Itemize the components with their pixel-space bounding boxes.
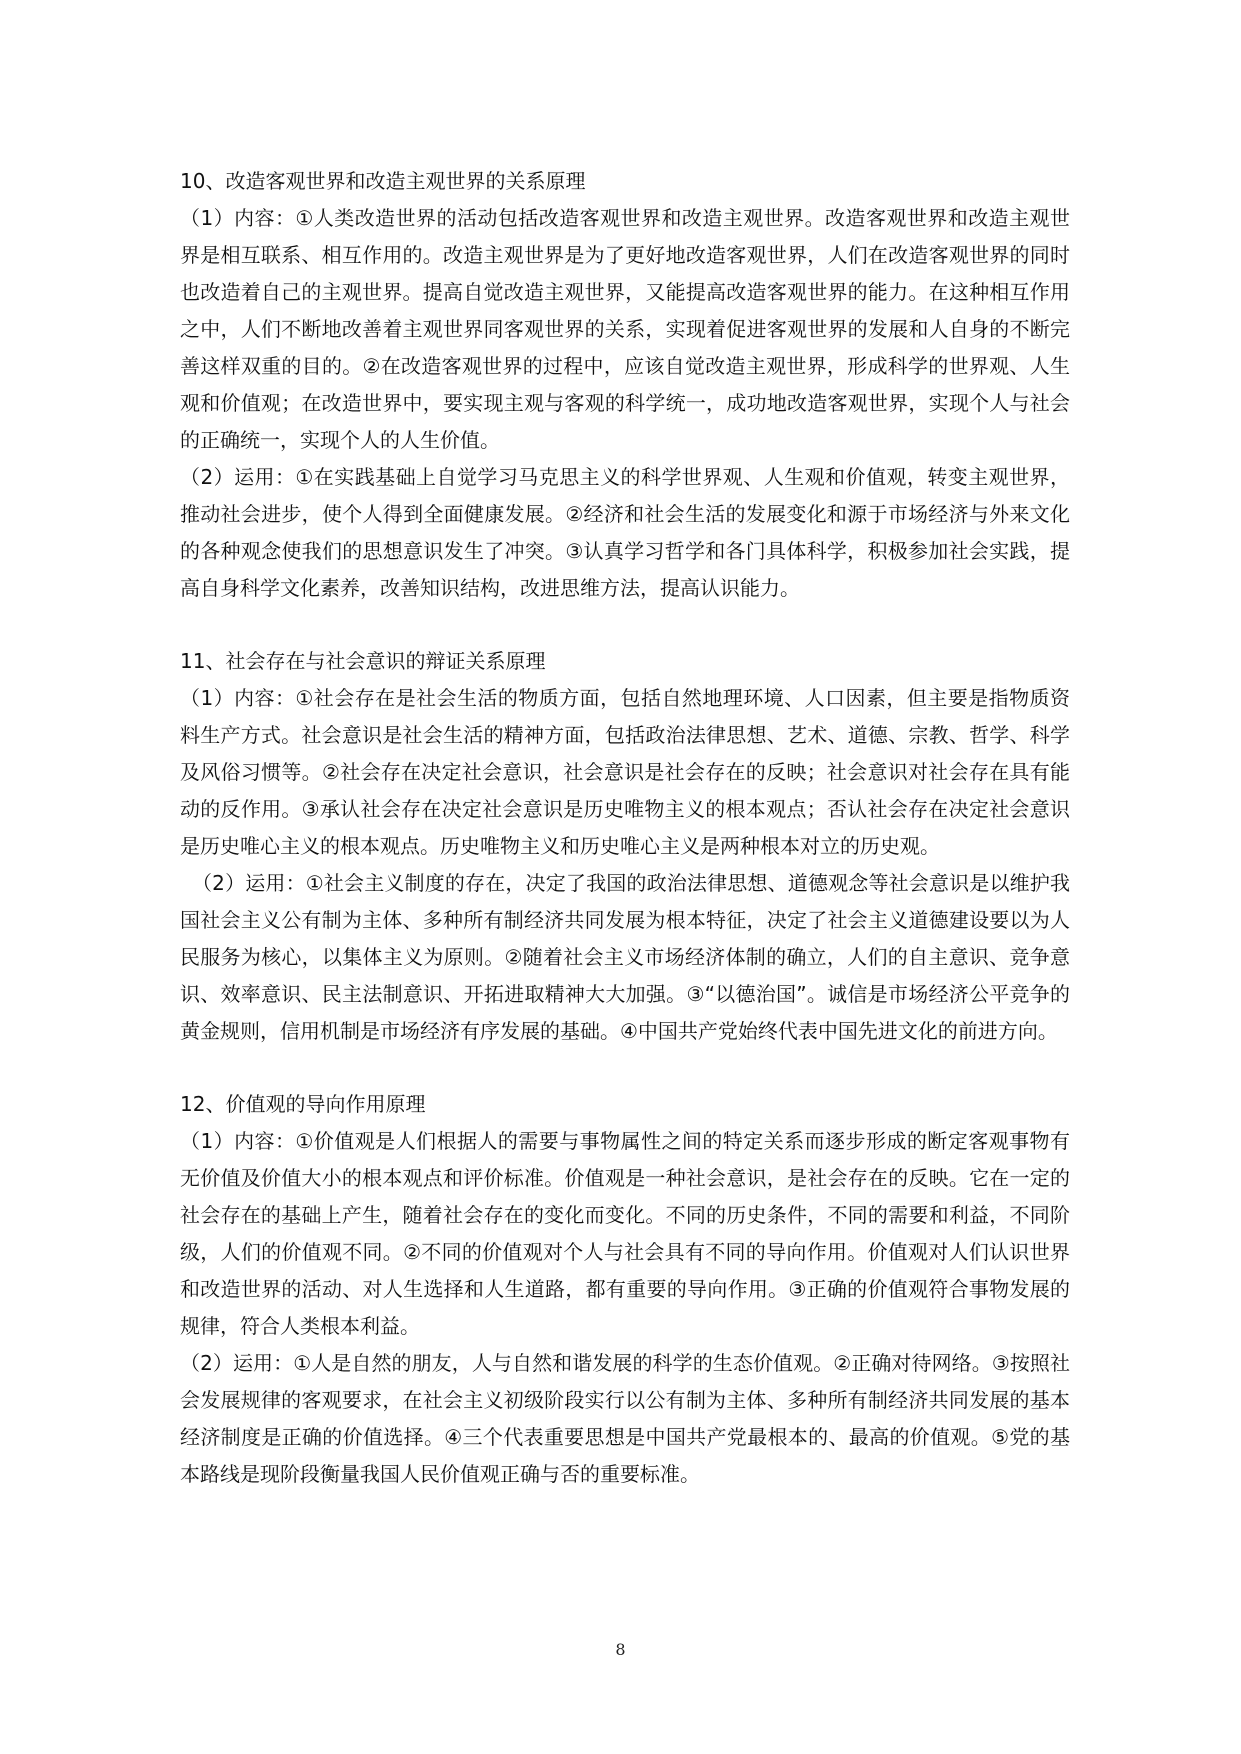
section-heading: 11、社会存在与社会意识的辩证关系原理 xyxy=(180,649,546,673)
section-application-paragraph: （2）运用：①在实践基础上自觉学习马克思主义的科学世界观、人生观和价值观，转变主观世界，推动社会进步，使个人得到全面健康发展。②经济和社会生活的发展变化和源于市场经济与外来文化的各种观念使我们的思想意识发生了冲突。③认真学习哲学和各门具体科学，积极参加社会实践，提高自身科学文化素养，改善知识结构，改进思维方法，提高认识能力。 xyxy=(180,465,1070,600)
section-content-paragraph: （1）内容：①社会存在是社会生活的物质方面，包括自然地理环境、人口因素，但主要是指物质资料生产方式。社会意识是社会生活的精神方面，包括政治法律思想、艺术、道德、宗教、哲学、科学及风俗习惯等。②社会存在决定社会意识，社会意识是社会存在的反映；社会意识对社会存在具有能动的反作用。③承认社会存在决定社会意识是历史唯物主义的根本观点；否认社会存在决定社会意识是历史唯心主义的根本观点。历史唯物主义和历史唯心主义是两种根本对立的历史观。 xyxy=(180,686,1070,858)
section-10 xyxy=(180,163,1070,607)
section-content-paragraph: （1）内容：①人类改造世界的活动包括改造客观世界和改造主观世界。改造客观世界和改造主观世界是相互联系、相互作用的。改造主观世界是为了更好地改造客观世界，人们在改造客观世界的同时也改造着自己的主观世界。提高自觉改造主观世界，又能提高改造客观世界的能力。在这种相互作用之中，人们不断地改善着主观世界同客观世界的关系，实现着促进客观世界的发展和人自身的不断完善这样双重的目的。②在改造客观世界的过程中，应该自觉改造主观世界，形成科学的世界观、人生观和价值观；在改造世界中，要实现主观与客观的科学统一，成功地改造客观世界，实现个人与社会的正确统一，实现个人的人生价值。 xyxy=(180,206,1070,452)
section-application-paragraph: （2）运用：①人是自然的朋友，人与自然和谐发展的科学的生态价值观。②正确对待网络。③按照社会发展规律的客观要求，在社会主义初级阶段实行以公有制为主体、多种所有制经济共同发展的基本经济制度是正确的价值选择。④三个代表重要思想是中国共产党最根本的、最高的价值观。⑤党的基本路线是现阶段衡量我国人民价值观正确与否的重要标准。 xyxy=(180,1351,1070,1486)
page-number: 8 xyxy=(615,1640,626,1659)
section-12 xyxy=(180,1086,1070,1493)
section-application-paragraph: （2）运用：①社会主义制度的存在，决定了我国的政治法律思想、道德观念等社会意识是以维护我国社会主义公有制为主体、多种所有制经济共同发展为根本特征，决定了社会主义道德建设要以为人民服务为核心，以集体主义为原则。②随着社会主义市场经济体制的确立，人们的自主意识、竞争意识、效率意识、民主法制意识、开拓进取精神大大加强。③“以德治国”。诚信是市场经济公平竞争的黄金规则，信用机制是市场经济有序发展的基础。④中国共产党始终代表中国先进文化的前进方向。 xyxy=(180,871,1070,1043)
section-heading: 10、改造客观世界和改造主观世界的关系原理 xyxy=(180,169,586,193)
document-body xyxy=(180,163,1070,1529)
section-heading: 12、价值观的导向作用原理 xyxy=(180,1092,426,1116)
section-content-paragraph: （1）内容：①价值观是人们根据人的需要与事物属性之间的特定关系而逐步形成的断定客观事物有无价值及价值大小的根本观点和评价标准。价值观是一种社会意识，是社会存在的反映。它在一定的社会存在的基础上产生，随着社会存在的变化而变化。不同的历史条件，不同的需要和利益，不同阶级，人们的价值观不同。②不同的价值观对个人与社会具有不同的导向作用。价值观对人们认识世界和改造世界的活动、对人生选择和人生道路，都有重要的导向作用。③正确的价值观符合事物发展的规律，符合人类根本利益。 xyxy=(180,1129,1070,1338)
section-11 xyxy=(180,643,1070,1050)
